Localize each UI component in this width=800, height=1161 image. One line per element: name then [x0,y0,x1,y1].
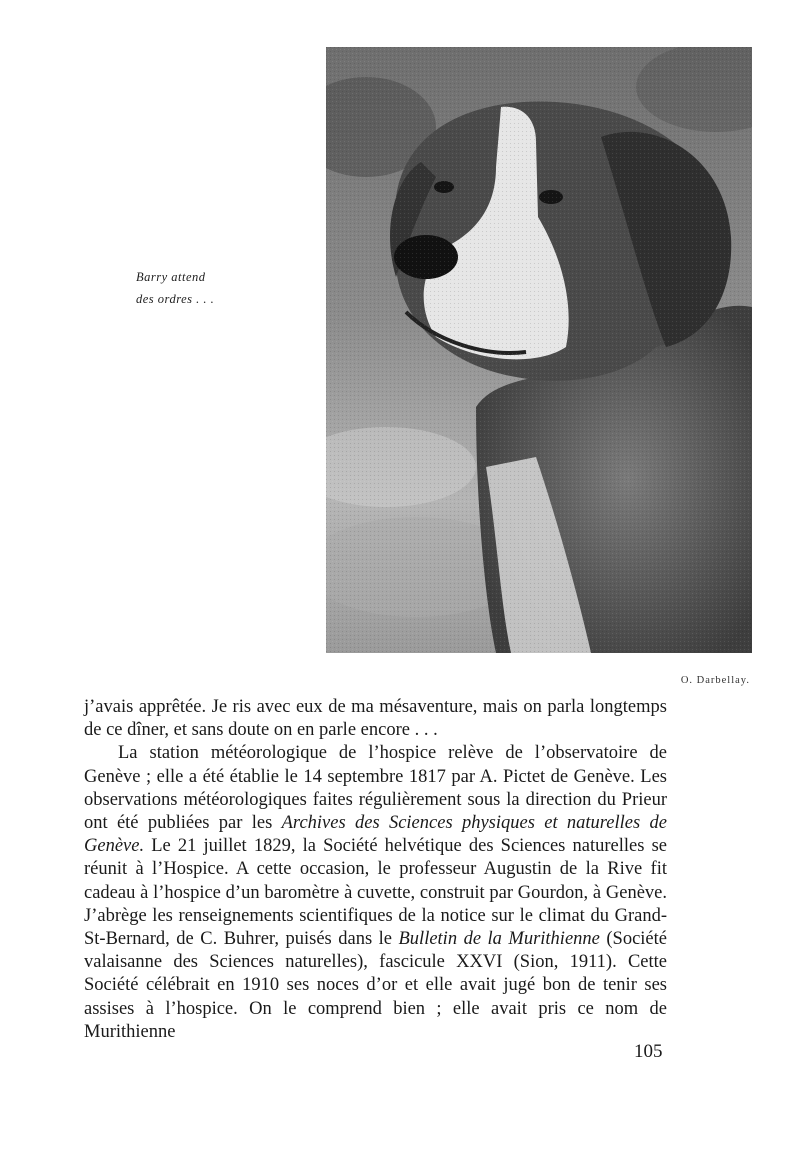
paragraph-2-part-b: Le 21 juillet 1829, la Société helvétique des Sciences naturelles se réunit à l’Hospice. A cette occasion, le professeur Augustin de la Rive fit cadeau à l’hospice d’un baromètre à cuvette, construit par Gourdon, à Genève. J’abrège les renseignements scientifiques de la notice sur le climat du Grand-St-Bernard, de C. Buhrer, puisés dans le [84,836,667,950]
body-text [84,696,667,1044]
paragraph-2 [84,742,667,1044]
caption-line-2: des ordres . . . [136,292,215,306]
journal-title-archives: Archives des Sciences physiques et naturelles de Genève. [84,813,667,857]
paragraph-2-part-c: (Société valaisanne des Sciences naturelles), fascicule XXVI (Sion, 1911). Cette Société célébrait en 1910 ses noces d’or et elle avait jugé bon de tenir ses assises à l’hospice. On le comprend bien ; elle avait pris ce nom de Murithienne [84,929,667,1042]
paragraph-2-part-a: La station météorologique de l’hospice relève de l’observatoire de Genève ; elle a été établie le 14 septembre 1817 par A. Pictet de Genève. Les observations météorologiques faites régulièrement sous la direction du Prieur ont été publiées par les [84,743,667,834]
caption-line-1: Barry attend [136,270,206,284]
dog-photo [326,47,752,653]
paragraph-1: j’avais apprêtée. Je ris avec eux de ma mésaventure, mais on parla longtemps de ce dîner, et sans doute on en parle encore . . . [84,697,667,741]
page-number: 105 [634,1041,663,1062]
journal-title-bulletin: Bulletin de la Murithienne [398,929,600,950]
photo-credit: O. Darbellay. [680,675,750,686]
dog-illustration [326,47,752,653]
photo-caption [136,266,256,310]
